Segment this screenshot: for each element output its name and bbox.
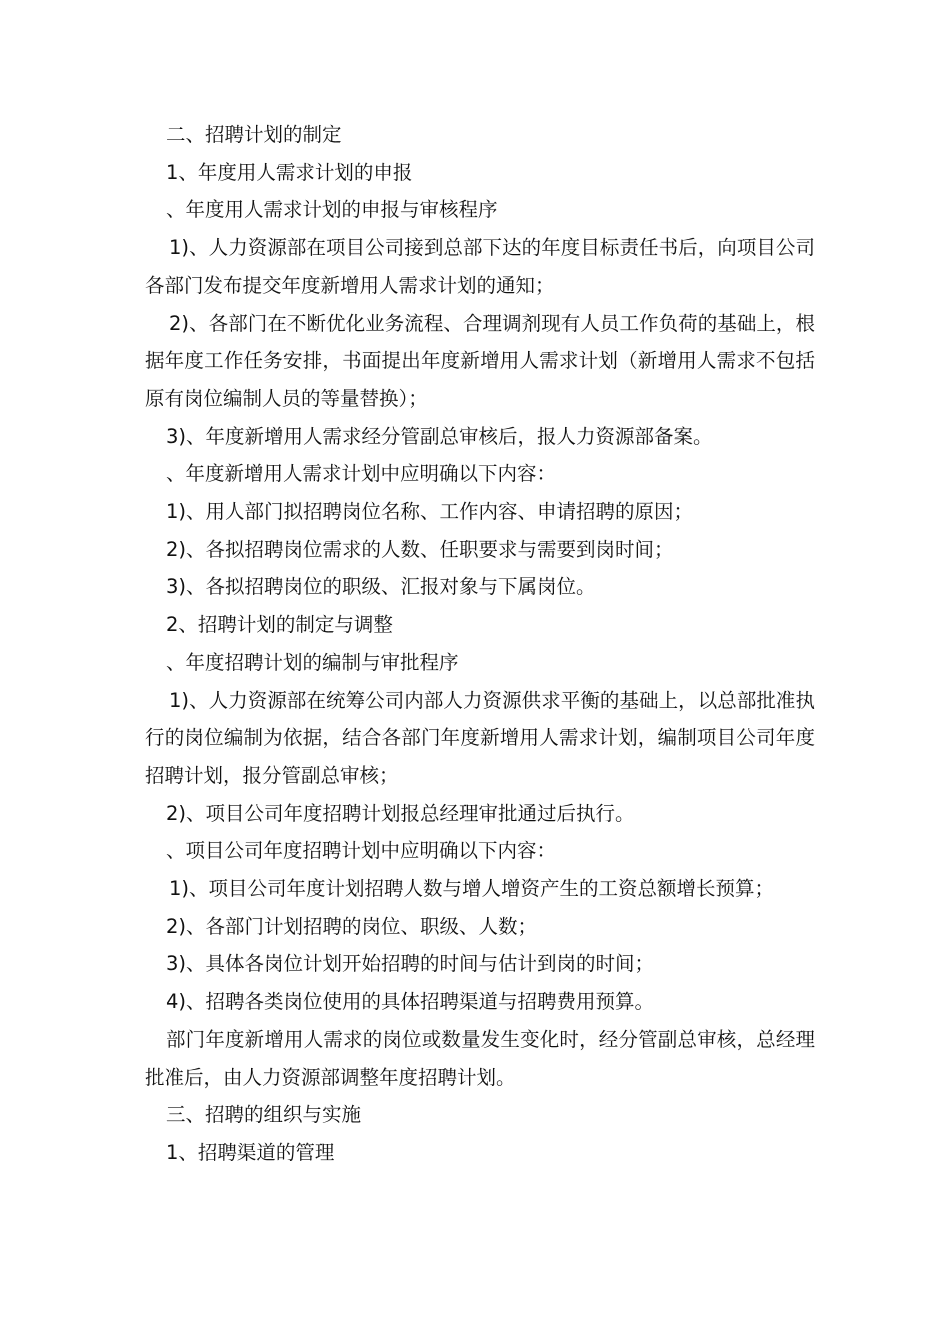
paragraph: 3)、年度新增用人需求经分管副总审核后，报人力资源部备案。	[166, 424, 713, 448]
subheading-1: 1、年度用人需求计划的申报	[166, 160, 413, 184]
list-item: 2)、各拟招聘岗位需求的人数、任职要求与需要到岗时间；	[166, 537, 674, 561]
list-item: 3)、具体各岗位计划开始招聘的时间与估计到岗的时间；	[166, 952, 655, 976]
subheading-item: 、年度新增用人需求计划中应明确以下内容：	[166, 462, 557, 486]
paragraph: 1)、人力资源部在统筹公司内部人力资源供求平衡的基础上，以总部批准执行的岗位编制为依据，结合各部门年度新增用人需求计划，编制项目公司年度招聘计划，报分管副总审核；	[145, 688, 815, 787]
list-item: 1)、项目公司年度计划招聘人数与增人增资产生的工资总额增长预算；	[169, 877, 775, 901]
list-item: 4)、招聘各类岗位使用的具体招聘渠道与招聘费用预算。	[166, 990, 655, 1014]
heading-section-3: 三、招聘的组织与实施	[166, 1103, 362, 1127]
subheading-1: 1、招聘渠道的管理	[166, 1140, 335, 1164]
document-page	[145, 116, 815, 1172]
paragraph: 2)、项目公司年度招聘计划报总经理审批通过后执行。	[166, 801, 635, 825]
heading-section-2: 二、招聘计划的制定	[166, 123, 342, 146]
subheading-item: 、项目公司年度招聘计划中应明确以下内容：	[166, 839, 557, 863]
paragraph: 部门年度新增用人需求的岗位或数量发生变化时，经分管副总审核，总经理批准后，由人力资源部调整年度招聘计划。	[145, 1027, 815, 1089]
subheading-item: 、年度用人需求计划的申报与审核程序	[166, 198, 498, 222]
paragraph: 2)、各部门在不断优化业务流程、合理调剂现有人员工作负荷的基础上，根据年度工作任务安排，书面提出年度新增用人需求计划（新增用人需求不包括原有岗位编制人员的等量替换）；	[145, 311, 815, 410]
list-item: 3)、各拟招聘岗位的职级、汇报对象与下属岗位。	[166, 575, 596, 599]
subheading-2: 2、招聘计划的制定与调整	[166, 613, 393, 637]
list-item: 2)、各部门计划招聘的岗位、职级、人数；	[166, 914, 538, 938]
subheading-item: 、年度招聘计划的编制与审批程序	[166, 650, 459, 674]
list-item: 1)、用人部门拟招聘岗位名称、工作内容、申请招聘的原因；	[166, 500, 694, 524]
paragraph: 1)、人力资源部在项目公司接到总部下达的年度目标责任书后，向项目公司各部门发布提交年度新增用人需求计划的通知；	[145, 236, 815, 297]
